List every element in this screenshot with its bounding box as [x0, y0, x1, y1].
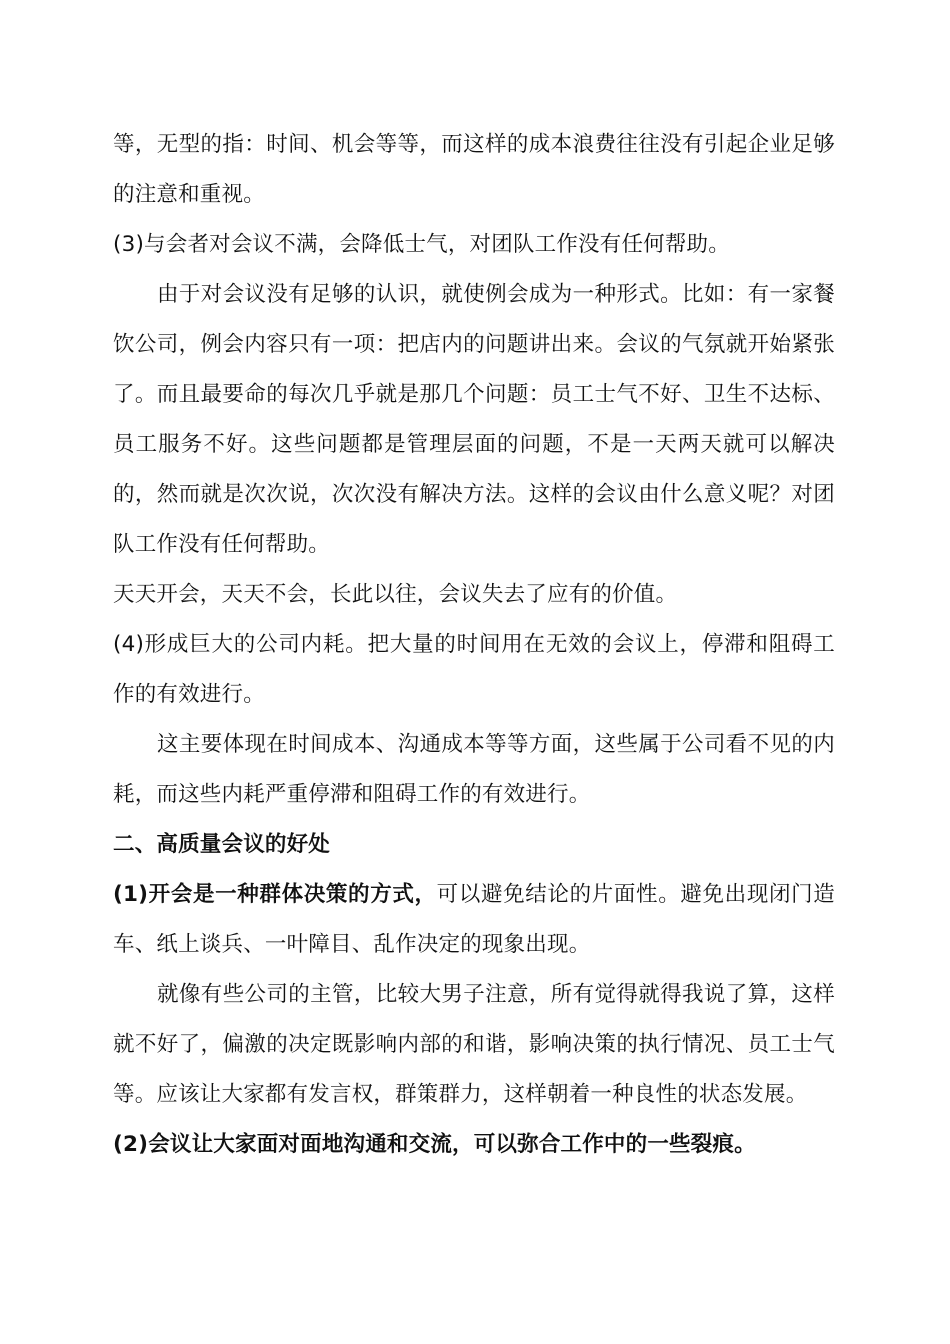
- paragraph-daily-meetings: 天天开会，天天不会，长此以往，会议失去了应有的价值。: [113, 582, 678, 607]
- benefit-1-text: 可以避免结论的片面性。避免出现闭门造车、纸上谈兵、一叶障目、乱作决定的现象出现。: [113, 882, 835, 957]
- section-heading-benefits: 二、高质量会议的好处: [113, 832, 331, 857]
- paragraph-internal-friction: 这主要体现在时间成本、沟通成本等等方面，这些属于公司看不见的内耗，而这些内耗严重停滞和阻碍工作的有效进行。: [113, 732, 835, 807]
- paragraph-benefit-1: [113, 870, 835, 970]
- paragraph-benefit-2: (2)会议让大家面对面地沟通和交流，可以弥合工作中的一些裂痕。: [113, 1132, 756, 1157]
- paragraph-example-restaurant: 由于对会议没有足够的认识，就使例会成为一种形式。比如：有一家餐饮公司，例会内容只有一项：把店内的问题讲出来。会议的气氛就开始紧张了。而且最要命的每次几乎就是那几个问题：员工士气不好、卫生不达标、员工服务不好。这些问题都是管理层面的问题，不是一天两天就可以解决的，然而就是次次说，次次没有解决方法。这样的会议由什么意义呢？对团队工作没有任何帮助。: [113, 282, 835, 557]
- document-body: [113, 120, 835, 1170]
- paragraph-supervisor-example: 就像有些公司的主管，比较大男子注意，所有觉得就得我说了算，这样就不好了，偏激的决定既影响内部的和谐，影响决策的执行情况、员工士气等。应该让大家都有发言权，群策群力，这样朝着一种良性的状态发展。: [113, 982, 835, 1107]
- benefit-1-lead: (1)开会是一种群体决策的方式，: [113, 882, 437, 907]
- paragraph-point-4: (4)形成巨大的公司内耗。把大量的时间用在无效的会议上，停滞和阻碍工作的有效进行。: [113, 632, 835, 707]
- paragraph-cost-waste: 等，无型的指：时间、机会等等，而这样的成本浪费往往没有引起企业足够的注意和重视。: [113, 132, 835, 207]
- paragraph-point-3: (3)与会者对会议不满，会降低士气，对团队工作没有任何帮助。: [113, 232, 730, 257]
